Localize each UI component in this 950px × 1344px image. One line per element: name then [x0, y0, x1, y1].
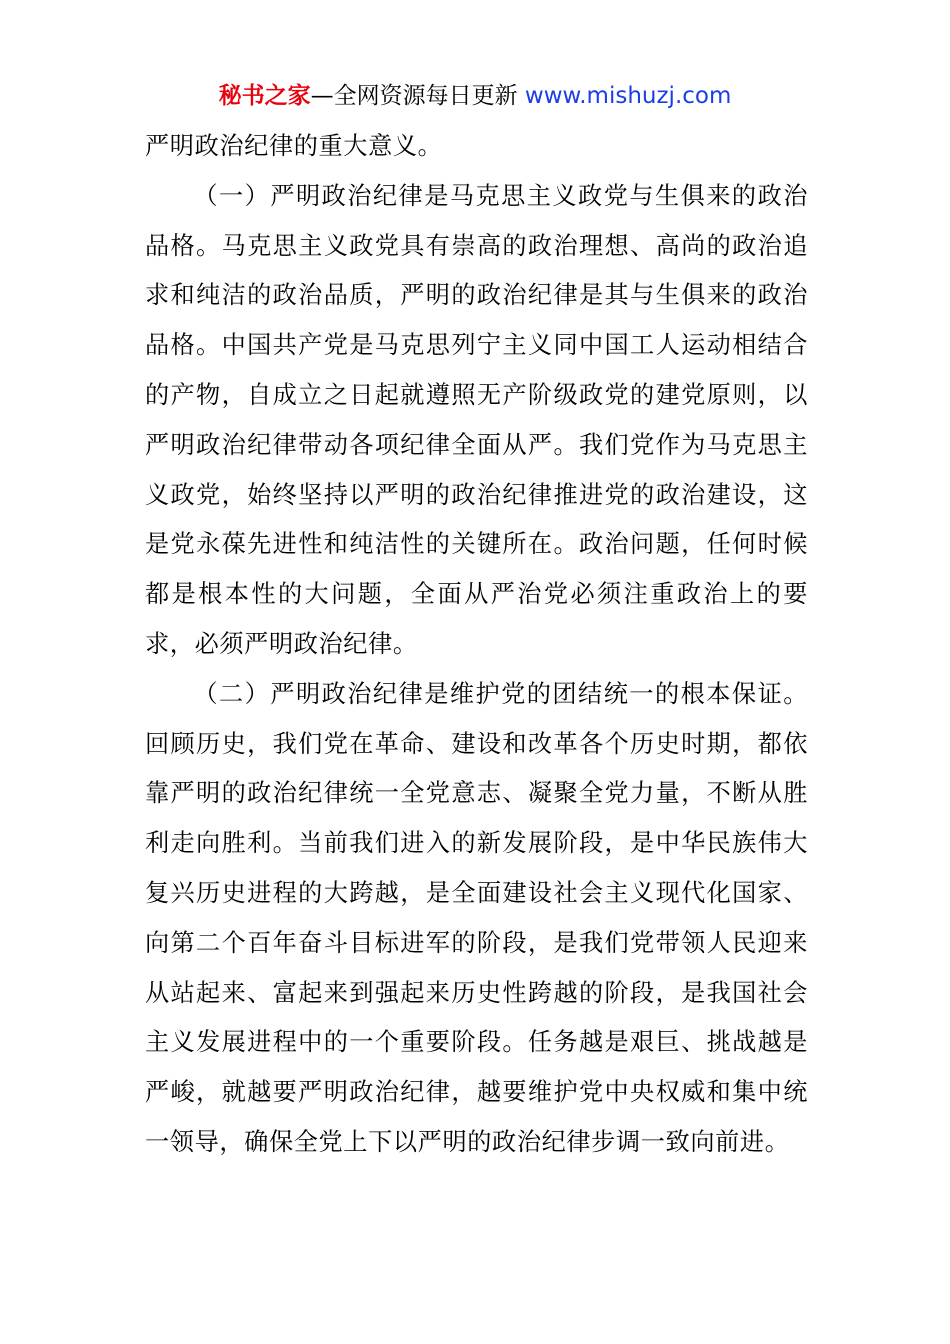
- paragraph-section-two: （二）严明政治纪律是维护党的团结统一的根本保证。回顾历史，我们党在革命、建设和改革各个历史时期，都依靠严明的政治纪律统一全党意志、凝聚全党力量，不断从胜利走向胜利。当前我们进入的新发展阶段，是中华民族伟大复兴历史进程的大跨越，是全面建设社会主义现代化国家、向第二个百年奋斗目标进军的阶段，是我们党带领人民迎来从站起来、富起来到强起来历史性跨越的阶段，是我国社会主义发展进程中的一个重要阶段。任务越是艰巨、挑战越是严峻，就越要严明政治纪律，越要维护党中央权威和集中统一领导，确保全党上下以严明的政治纪律步调一致向前进。: [145, 679, 808, 1156]
- paragraph-continuation: 严明政治纪律的重大意义。: [145, 132, 443, 160]
- site-header: [0, 80, 950, 112]
- site-brand: 秘书之家: [218, 83, 311, 109]
- paragraph-section-one: （一）严明政治纪律是马克思主义政党与生俱来的政治品格。马克思主义政党具有崇高的政治理想、高尚的政治追求和纯洁的政治品质，严明的政治纪律是其与生俱来的政治品格。中国共产党是马克思列宁主义同中国工人运动相结合的产物，自成立之日起就遵照无产阶级政党的建党原则，以严明政治纪律带动各项纪律全面从严。我们党作为马克思主义政党，始终坚持以严明的政治纪律推进党的政治建设，这是党永葆先进性和纯洁性的关键所在。政治问题，任何时候都是根本性的大问题，全面从严治党必须注重政治上的要求，必须严明政治纪律。: [145, 181, 808, 658]
- document-body: [145, 122, 808, 1168]
- site-tagline: —全网资源每日更新: [310, 83, 525, 109]
- site-url-link[interactable]: www.mishuzj.com: [524, 83, 732, 109]
